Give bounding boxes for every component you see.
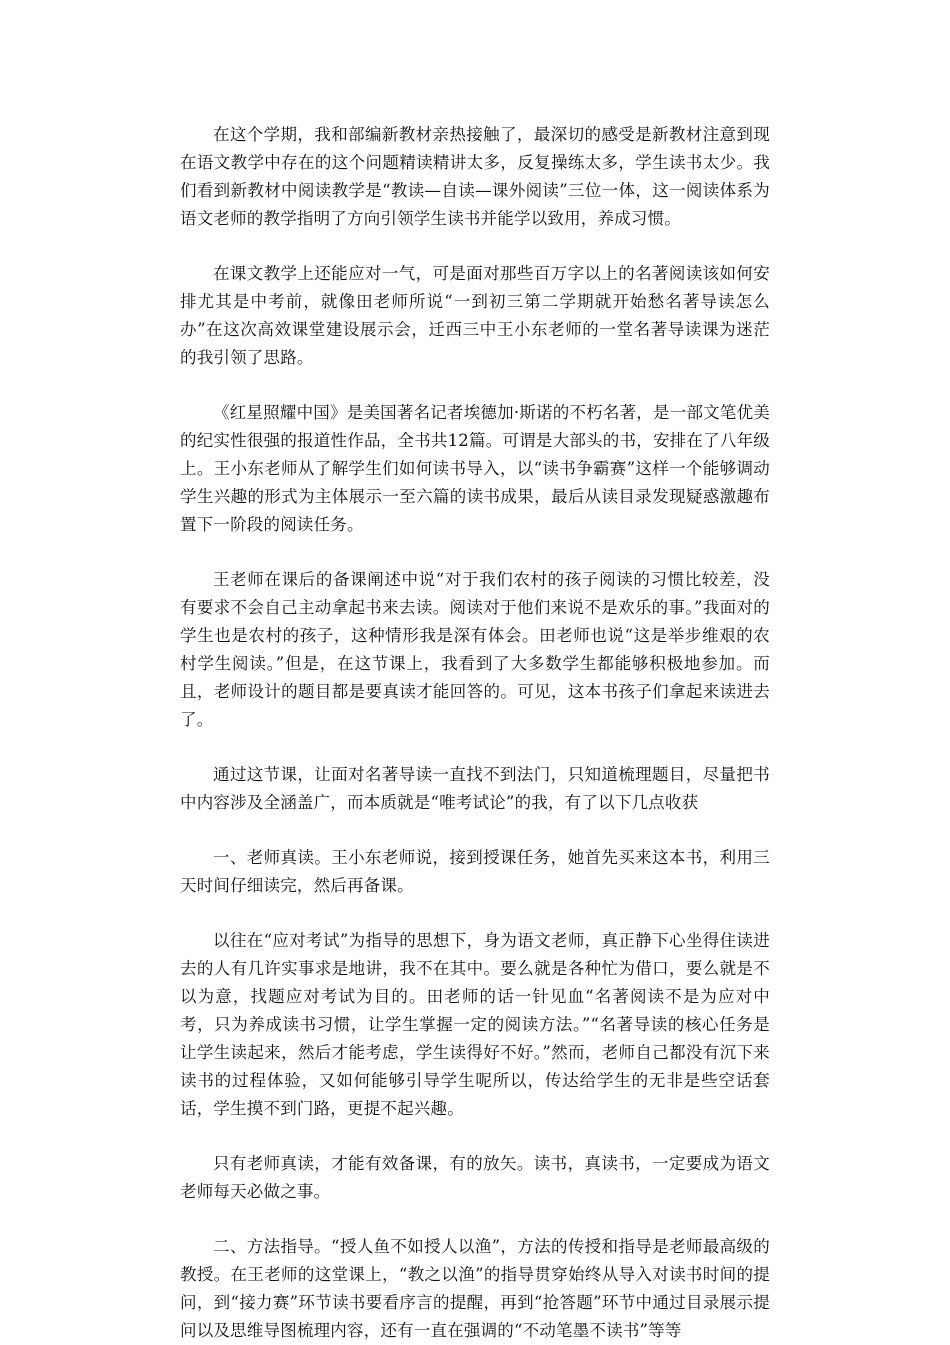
paragraph-5: 通过这节课，让面对名著导读一直找不到法门，只知道梳理题目，尽量把书中内容涉及全涵盖广，而本质就是“唯考试论”的我，有了以下几点收获 [180, 765, 770, 812]
paragraph-8: 只有老师真读，才能有效备课，有的放矢。读书，真读书，一定要成为语文老师每天必做之事。 [180, 1154, 770, 1201]
paragraph-2: 在课文教学上还能应对一气，可是面对那些百万字以上的名著阅读该如何安排尤其是中考前，就像田老师所说“一到初三第二学期就开始愁名著导读怎么办”在这次高效课堂建设展示会，迁西三中王小东老师的一堂名著导读课为迷茫的我引领了思路。 [180, 264, 770, 367]
article-body [180, 121, 770, 1345]
paragraph-1: 在这个学期，我和部编新教材亲热接触了，最深切的感受是新教材注意到现在语文教学中存在的这个问题精读精讲太多，反复操练太多，学生读书太少。我们看到新教材中阅读教学是“教读—自读—课外阅读”三位一体，这一阅读体系为语文老师的教学指明了方向引领学生读书并能学以致用，养成习惯。 [180, 125, 770, 228]
paragraph-4: 王老师在课后的备课阐述中说“对于我们农村的孩子阅读的习惯比较差，没有要求不会自己主动拿起书来去读。阅读对于他们来说不是欢乐的事。”我面对的学生也是农村的孩子，这种情形我是深有体会。田老师也说“这是举步维艰的农村学生阅读。”但是，在这节课上，我看到了大多数学生都能够积极地参加。而且，老师设计的题目都是要真读才能回答的。可见，这本书孩子们拿起来读进去了。 [180, 570, 770, 729]
paragraph-3: 《红星照耀中国》是美国著名记者埃德加·斯诺的不朽名著，是一部文笔优美的纪实性很强的报道性作品，全书共12篇。可谓是大部头的书，安排在了八年级上。王小东老师从了解学生们如何读书导入，以“读书争霸赛”这样一个能够调动学生兴趣的形式为主体展示一至六篇的读书成果，最后从读目录发现疑惑激趣布置下一阶段的阅读任务。 [180, 403, 770, 534]
paragraph-9: 二、方法指导。“授人鱼不如授人以渔”，方法的传授和指导是老师最高级的教授。在王老师的这堂课上，“教之以渔”的指导贯穿始终从导入对读书时间的提问，到“接力赛”环节读书要看序言的提醒，再到“抢答题”环节中通过目录展示提问以及思维导图梳理内容，还有一直在强调的“不动笔墨不读书”等等 [180, 1237, 770, 1340]
paragraph-6: 一、老师真读。王小东老师说，接到授课任务，她首先买来这本书，利用三天时间仔细读完，然后再备课。 [180, 848, 770, 895]
paragraph-7: 以往在“应对考试”为指导的思想下，身为语文老师，真正静下心坐得住读进去的人有几许实事求是地讲，我不在其中。要么就是各种忙为借口，要么就是不以为意，找题应对考试为目的。田老师的话一针见血“名著阅读不是为应对中考，只为养成读书习惯，让学生掌握一定的阅读方法。”“名著导读的核心任务是让学生读起来，然后才能考虑，学生读得好不好。”然而，老师自己都没有沉下来读书的过程体验，又如何能够引导学生呢所以，传达给学生的无非是些空话套话，学生摸不到门路，更提不起兴趣。 [180, 931, 770, 1118]
